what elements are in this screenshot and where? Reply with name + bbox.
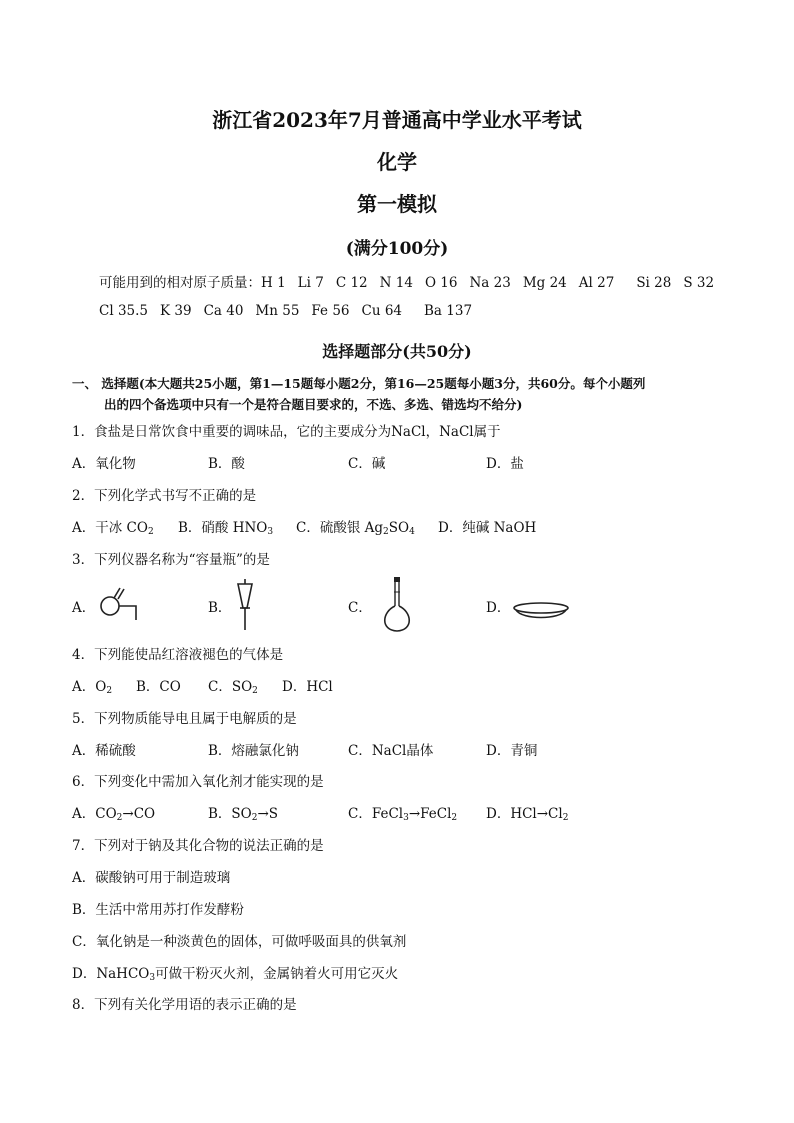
question-4-stem: 4．下列能使品红溶液褪色的气体是 [72,647,284,663]
question-1-option-c: C．碱 [348,456,386,472]
separatory-funnel-icon [232,578,258,632]
question-1-stem: 1．食盐是日常饮食中重要的调味品，它的主要成分为NaCl，NaCl属于 [72,424,501,440]
question-5-stem: 5．下列物质能导电且属于电解质的是 [72,711,297,727]
atomic-mass: Si 28 [636,275,672,291]
atomic-mass: N 14 [379,275,413,291]
question-2-option-a: A．干冰 $CO_2$ [72,520,154,537]
question-4-option-b: B．CO [136,679,181,695]
atomic-mass: C 12 [335,275,368,291]
question-7-option-c: C．氧化钠是一种淡黄色的固体，可做呼吸面具的供氧剂 [72,934,407,950]
atomic-mass: H 1 [261,275,286,291]
atomic-mass: O 16 [424,275,458,291]
question-1-options [72,452,732,472]
question-4-option-c: C．$SO_2$ [208,679,258,696]
question-5-option-b: B．熔融氯化钠 [208,743,299,759]
atomic-mass-row-1 [99,271,726,291]
question-3-option-d: D． [486,600,511,616]
question-4-option-d: D．HCl [282,679,333,695]
atomic-mass: Li 7 [297,275,324,291]
atomic-mass: Mg 24 [522,275,567,291]
question-2-option-d: D．纯碱 NaOH [438,520,537,536]
question-3-option-b: B． [208,600,232,616]
question-6-option-a: A．$CO_2\to CO$ [72,806,156,823]
question-7-option-a: A．碳酸钠可用于制造玻璃 [72,870,231,886]
section-title: 选择题部分(共50分) [322,342,472,361]
instructions-line-1: 一、 选择题(本大题共25小题，第1—15题每小题2分，第16—25题每小题3分，共60分。每个小题列 [72,376,646,391]
atomic-mass-label: 可能用到的相对原子质量： [99,275,261,291]
evaporating-dish-icon [512,600,570,622]
question-6-option-c: C．FeCl$_3$→FeCl$_2$ [348,806,458,823]
atomic-mass: Ca 40 [203,303,244,319]
volumetric-flask-icon [378,576,416,634]
atomic-mass: Al 27 [578,275,615,291]
atomic-mass: Cu 64 [361,303,403,319]
atomic-mass: Mn 55 [255,303,300,319]
question-1-option-d: D．盐 [486,456,524,472]
question-2-option-c: C．硫酸银 $Ag_2SO_4$ [296,520,415,537]
atomic-mass: Na 23 [469,275,511,291]
atomic-mass: K 39 [160,303,192,319]
full-score: (满分100分) [345,239,449,259]
question-4-options [72,675,732,695]
atomic-mass: Ba 137 [424,303,473,319]
question-7-stem: 7．下列对于钠及其化合物的说法正确的是 [72,838,324,854]
question-2-stem: 2．下列化学式书写不正确的是 [72,488,257,504]
atomic-mass: S 32 [683,275,715,291]
atomic-mass: Fe 56 [311,303,350,319]
question-5-options [72,739,732,759]
question-2-options [72,516,732,536]
question-3-stem: 3．下列仪器名称为“容量瓶”的是 [72,552,270,568]
question-6-stem: 6．下列变化中需加入氧化剂才能实现的是 [72,774,324,790]
question-3-option-c: C． [348,600,372,616]
mock-title: 第一模拟 [357,192,437,216]
flask-with-side-arm-icon [98,584,142,624]
instructions-line-2: 出的四个备选项中只有一个是符合题目要求的，不选、多选、错选均不给分) [104,397,523,412]
instructions [72,373,732,415]
question-8-stem: 8．下列有关化学用语的表示正确的是 [72,997,297,1013]
exam-title: 浙江省2023年7月普通高中学业水平考试 [212,108,582,132]
question-6-option-d: D．$HCl\to Cl_2$ [486,806,569,823]
atomic-mass-row-2 [99,303,484,319]
question-5-option-c: C．NaCl晶体 [348,743,434,759]
question-1-option-a: A．氧化物 [72,456,136,472]
question-5-option-d: D．青铜 [486,743,538,759]
subject-title: 化学 [377,150,417,174]
question-2-option-b: B．硝酸 $HNO_3$ [178,520,274,537]
question-3-options [72,578,732,634]
question-4-option-a: A．$O_2$ [72,679,113,696]
question-3-option-a: A． [72,600,96,616]
question-1-option-b: B．酸 [208,456,245,472]
atomic-mass: Cl 35.5 [99,303,148,319]
question-6-option-b: B．$SO_2\to S$ [208,806,279,823]
question-7-option-d: D．NaHCO$_3$可做干粉灭火剂，金属钠着火可用它灭火 [72,966,399,983]
question-7-option-b: B．生活中常用苏打作发酵粉 [72,902,244,918]
question-5-option-a: A．稀硫酸 [72,743,136,759]
question-6-options [72,802,732,822]
